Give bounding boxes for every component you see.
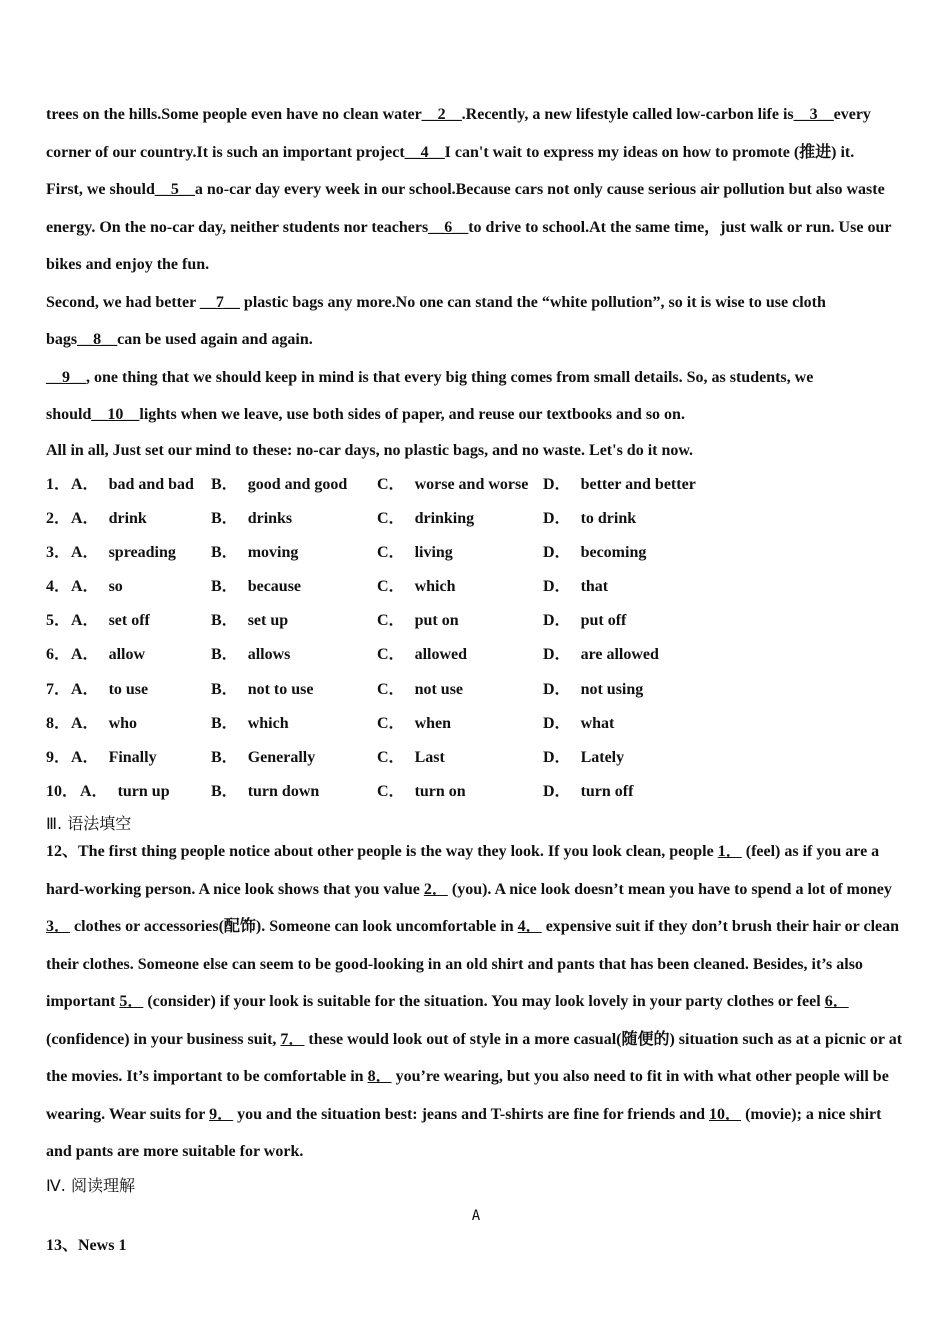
option-letter: C． (377, 783, 405, 801)
option-text: set up (247, 612, 289, 630)
question-number: 2． (46, 509, 71, 527)
option-row-5 (46, 604, 906, 638)
option-text: what (580, 714, 615, 732)
option-letter: A． (71, 646, 99, 664)
text: you and the situation best: jeans and T-shirts are fine for friends and (233, 1105, 710, 1123)
blank-9: __9__ (46, 368, 86, 386)
passage-paragraph-1 (46, 96, 906, 171)
option-text: bad and bad (108, 475, 194, 493)
text: , one thing that we should keep in mind is that every big thing comes from small details. So, as students, we should (46, 368, 814, 423)
text: clothes or accessories(配饰). Someone can look uncomfortable in (70, 918, 518, 936)
text: (feel) as if you are a hard-working person. A nice look shows that you value (46, 843, 880, 898)
blank: 9． (209, 1105, 234, 1123)
option-letter: C． (377, 509, 405, 527)
option-letter: D． (543, 475, 571, 493)
option-letter: D． (543, 749, 571, 766)
option-letter: A． (71, 749, 99, 766)
passage-paragraph-5: All in all, Just set our mind to these: no-car days, no plastic bags, and no waste. Let's do it now. (46, 441, 694, 459)
passage-paragraph-2 (46, 171, 906, 284)
text: to drive to school.At the same time，just walk or run. Use our bikes and enjoy the fun. (46, 218, 892, 273)
text: lights when we leave, use both sides of paper, and reuse our textbooks and so on. (139, 406, 685, 423)
text: these would look out of style in a more casual(随便的) situation such as at a picnic or at the movies. It’s important to be comfortable in (46, 1030, 903, 1086)
option-text: good and good (247, 475, 348, 493)
question-number: 4． (46, 578, 71, 596)
text: 12、The first thing people notice about other people is the way they look. If you look clean, people (46, 843, 718, 861)
option-text: moving (247, 543, 299, 561)
option-text: set off (108, 612, 150, 630)
option-letter: C． (377, 475, 405, 493)
blank-2: __2__ (421, 106, 462, 123)
option-text: allowed (414, 646, 468, 664)
option-letter: C． (377, 680, 405, 698)
option-letter: A． (71, 612, 99, 630)
text: you’re wearing, but you also need to fit in with what other people will be wearing. Wear suits for (46, 1068, 889, 1123)
option-text: which (247, 714, 289, 732)
option-text: put on (414, 612, 459, 630)
option-text: which (414, 578, 456, 596)
option-text: are allowed (580, 646, 659, 664)
blank-4: __4__ (404, 143, 445, 161)
blank-6: __6__ (428, 218, 469, 236)
option-text: Finally (108, 749, 157, 766)
option-letter: D． (543, 680, 571, 698)
option-letter: D． (543, 612, 571, 630)
option-text: that (580, 578, 609, 596)
question-number: 5． (46, 612, 71, 630)
option-letter: D． (543, 578, 571, 596)
text: (you). A nice look doesn’t mean you have to spend a lot of money (447, 880, 892, 898)
option-text: so (108, 578, 123, 596)
text: trees on the hills.Some people even have no clean water (46, 106, 422, 123)
text: (confidence) in your business suit, (46, 1030, 281, 1048)
option-letter: A． (71, 543, 99, 561)
options-list (46, 468, 906, 810)
option-letter: A． (71, 680, 99, 698)
option-letter: A． (71, 475, 99, 493)
blank-8: __8__ (77, 331, 118, 348)
option-letter: B． (211, 509, 238, 527)
option-letter: A． (71, 714, 99, 732)
blank: 5． (119, 993, 144, 1011)
option-text: allow (108, 646, 146, 664)
question-number: 10． (46, 783, 79, 801)
option-letter: A． (71, 578, 99, 596)
blank: 10． (709, 1105, 742, 1123)
passage-paragraph-3 (46, 284, 906, 359)
option-text: spreading (108, 543, 176, 561)
text: (movie); a nice shirt and pants are more suitable for work. (46, 1105, 882, 1161)
option-text: Last (414, 749, 445, 766)
blank: 1． (717, 843, 742, 861)
option-letter: C． (377, 543, 405, 561)
question-number: 8． (46, 714, 71, 732)
option-text: when (414, 714, 452, 732)
option-text: drinks (247, 509, 293, 527)
option-row-7 (46, 673, 906, 707)
option-row-8 (46, 707, 906, 741)
text: .Recently, a new lifestyle called low-carbon life is (461, 106, 794, 123)
option-text: to use (108, 680, 149, 698)
option-letter: B． (211, 543, 238, 561)
question-13-title: 13、News 1 (46, 1236, 127, 1254)
blank-10: __10__ (91, 406, 140, 423)
option-row-4 (46, 570, 906, 604)
option-text: not use (414, 680, 464, 698)
blank: 2． (423, 880, 448, 898)
option-row-9 (46, 741, 906, 775)
option-text: turn down (247, 783, 320, 801)
option-text: not to use (247, 680, 314, 698)
option-text: allows (247, 646, 291, 664)
blank: 7． (280, 1030, 305, 1048)
option-letter: D． (543, 646, 571, 664)
option-letter: C． (377, 714, 405, 732)
option-text: turn on (414, 783, 466, 801)
option-text: turn up (117, 783, 170, 801)
question-number: 9． (46, 749, 71, 766)
section-title-reading: Ⅳ. 阅读理解 (46, 1175, 135, 1195)
option-text: living (414, 543, 453, 561)
option-text: drinking (414, 509, 475, 527)
blank-3: __3__ (793, 106, 834, 123)
option-letter: B． (211, 475, 238, 493)
text: (consider) if your look is suitable for the situation. You may look lovely in your party clothes or feel (143, 993, 825, 1011)
option-letter: B． (211, 714, 238, 732)
text: expensive suit if they don’t brush their hair or clean their clothes. Someone else can seem to be good-looking in an old shirt and pants that has been cleaned. Besides, it’s also important (46, 918, 900, 1011)
option-letter: B． (211, 578, 238, 596)
option-text: better and better (580, 475, 696, 493)
option-text: who (108, 714, 138, 732)
option-letter: B． (211, 612, 238, 630)
option-letter: D． (543, 714, 571, 732)
blank: 6． (824, 993, 849, 1011)
option-letter: C． (377, 646, 405, 664)
question-12-passage (46, 833, 906, 1171)
text: plastic bags any more.No one can stand the “white pollution”, so it is wise to use cloth bags (46, 293, 826, 348)
section-title-grammar: Ⅲ. 语法填空 (46, 814, 132, 834)
question-number: 1． (46, 475, 71, 493)
option-letter: C． (377, 612, 405, 630)
passage-paragraph-4 (46, 359, 906, 434)
text: a no-car day every week in our school.Because cars not only cause serious air pollution but also waste energy. On the no-car day, neither students nor teachers (46, 181, 885, 236)
option-text: Generally (247, 749, 316, 766)
text: I can't wait to express my ideas on how to promote (推进) it. (444, 143, 855, 161)
option-text: to drink (580, 509, 637, 527)
option-letter: A． (71, 509, 99, 527)
blank-5: __5__ (154, 181, 195, 198)
option-letter: C． (377, 749, 405, 766)
option-letter: B． (211, 749, 238, 766)
option-letter: C． (377, 578, 405, 596)
option-text: because (247, 578, 302, 596)
blank: 4． (517, 918, 542, 936)
question-number: 6． (46, 646, 71, 664)
blank-7: __7__ (199, 293, 240, 311)
document-page (46, 96, 906, 1259)
question-number: 7． (46, 680, 71, 698)
option-row-3 (46, 536, 906, 570)
text: Second, we had better (46, 293, 200, 311)
option-letter: B． (211, 680, 238, 698)
option-text: put off (580, 612, 627, 630)
option-text: not using (580, 680, 644, 698)
option-letter: D． (543, 509, 571, 527)
option-letter: D． (543, 783, 571, 801)
option-row-10 (46, 775, 906, 809)
text: First, we should (46, 181, 155, 198)
option-letter: B． (211, 646, 238, 664)
option-text: becoming (580, 543, 647, 561)
question-number: 3． (46, 543, 71, 561)
option-row-6 (46, 638, 906, 672)
option-letter: B． (211, 783, 238, 801)
text: can be used again and again. (117, 331, 313, 348)
passage-label: A (471, 1207, 481, 1224)
option-letter: A． (80, 783, 108, 801)
text: every corner of our country.It is such an important project (46, 106, 871, 161)
option-text: drink (108, 509, 147, 527)
option-text: worse and worse (414, 475, 529, 493)
option-row-1 (46, 468, 906, 502)
option-row-2 (46, 502, 906, 536)
blank: 3． (46, 918, 71, 936)
blank: 8． (367, 1068, 392, 1086)
option-text: Lately (580, 749, 625, 766)
option-text: turn off (580, 783, 634, 801)
option-letter: D． (543, 543, 571, 561)
